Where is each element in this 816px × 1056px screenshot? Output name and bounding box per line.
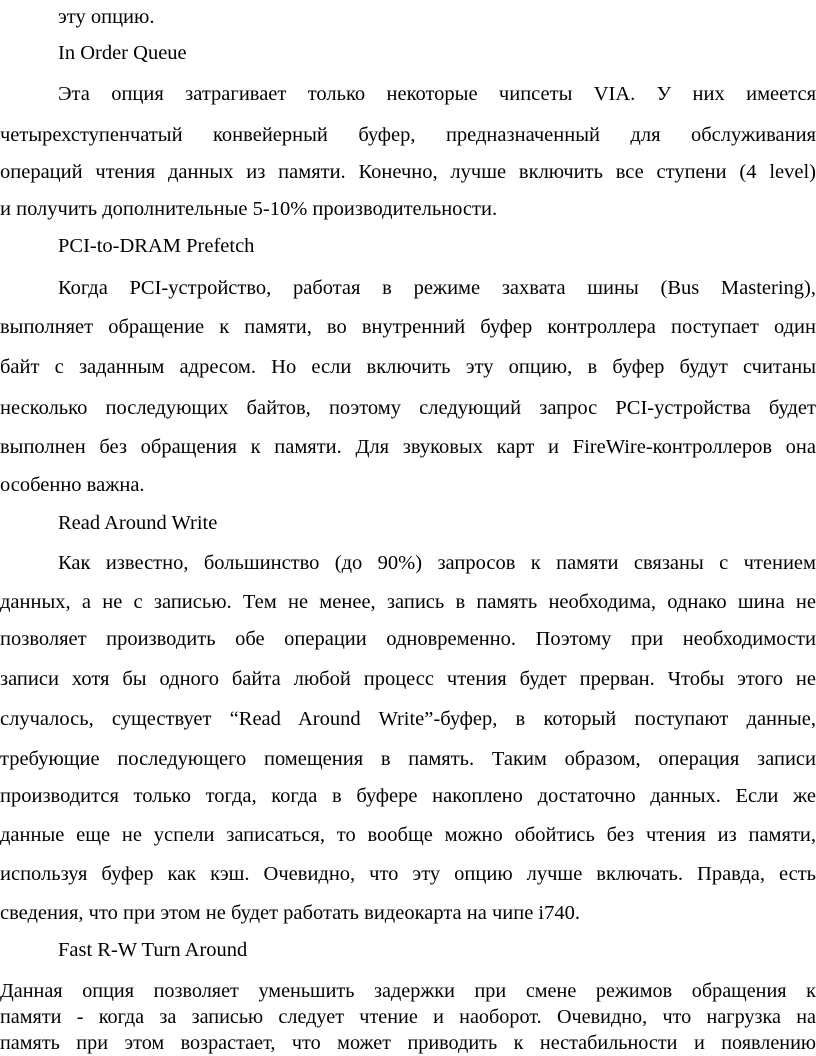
text-line: выполнен без обращения к памяти. Для звуковых карт и FireWire-контроллеров она xyxy=(0,436,816,458)
text-line: требующие последующего помещения в память. Таким образом, операция записи xyxy=(0,748,816,770)
text-line: и получить дополнительные 5-10% производительности. xyxy=(0,198,498,220)
text-line: выполняет обращение к памяти, во внутренний буфер контроллера поступает один xyxy=(0,316,816,338)
text-line: сведения, что при этом не будет работать видеокарта на чипе i740. xyxy=(0,902,580,924)
text-line: производится только тогда, когда в буфере накоплено достаточно данных. Если же xyxy=(0,785,816,807)
text-line: позволяет производить обе операции одновременно. Поэтому при необходимости xyxy=(0,628,816,650)
text-line: Данная опция позволяет уменьшить задержки при смене режимов обращения к xyxy=(0,980,816,1002)
text-line: память при этом возрастает, что может приводить к нестабильности и появлению xyxy=(0,1032,816,1054)
text-line: Эта опция затрагивает только некоторые чипсеты VIA. У них имеется xyxy=(58,83,816,105)
section-heading: Read Around Write xyxy=(58,512,218,534)
text-line: случалось, существует “Read Around Write”-буфер, в который поступают данные, xyxy=(0,708,816,730)
text-line: байт с заданным адресом. Но если включить эту опцию, в буфер будут считаны xyxy=(0,356,816,378)
text-line: четырехступенчатый конвейерный буфер, предназначенный для обслуживания xyxy=(0,124,816,146)
text-line: особенно важна. xyxy=(0,474,145,496)
text-line: операций чтения данных из памяти. Конечно, лучше включить все ступени (4 level) xyxy=(0,161,816,183)
text-line: Как известно, большинство (до 90%) запросов к памяти связаны с чтением xyxy=(58,552,816,574)
section-heading: Fast R-W Turn Around xyxy=(58,939,248,961)
text-line: данных, а не с записью. Тем не менее, запись в память необходима, однако шина не xyxy=(0,591,816,613)
text-line: эту опцию. xyxy=(58,6,155,28)
text-line: несколько последующих байтов, поэтому следующий запрос PCI-устройства будет xyxy=(0,397,816,419)
text-line: памяти - когда за записью следует чтение и наоборот. Очевидно, что нагрузка на xyxy=(0,1006,816,1028)
text-line: используя буфер как кэш. Очевидно, что эту опцию лучше включать. Правда, есть xyxy=(0,863,816,885)
section-heading: PCI-to-DRAM Prefetch xyxy=(58,235,255,257)
text-line: записи хотя бы одного байта любой процесс чтения будет прерван. Чтобы этого не xyxy=(0,668,816,690)
text-line: Когда PCI-устройство, работая в режиме захвата шины (Bus Mastering), xyxy=(58,277,816,299)
section-heading: In Order Queue xyxy=(58,42,187,64)
text-line: данные еще не успели записаться, то вообще можно обойтись без чтения из памяти, xyxy=(0,824,816,846)
